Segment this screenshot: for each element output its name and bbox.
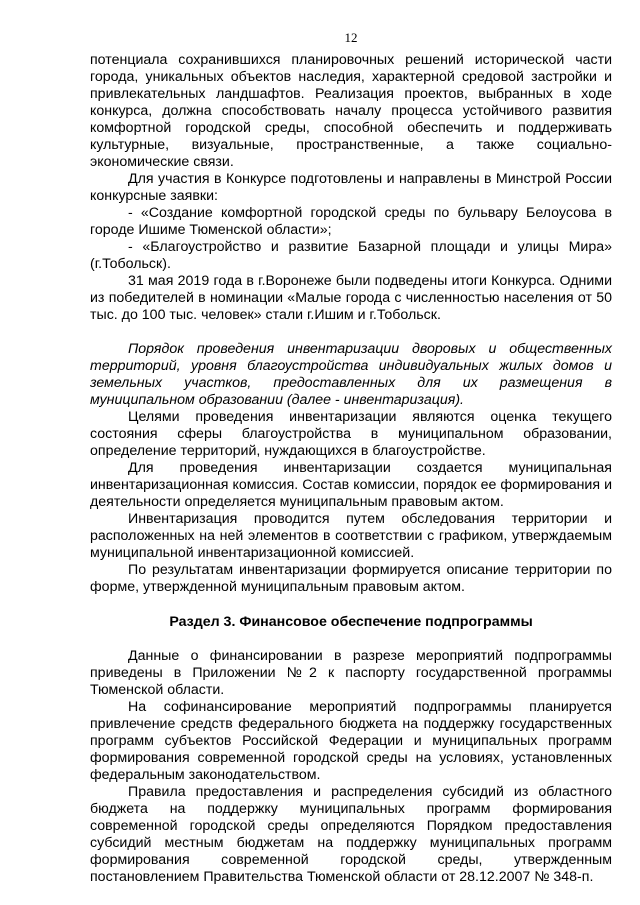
document-page: [90, 30, 612, 886]
list-item-tobolsk-application: - «Благоустройство и развитие Базарной площади и улицы Мира» (г.Тобольск).: [90, 239, 612, 272]
paragraph-contest-applications: Для участия в Конкурсе подготовлены и направлены в Минстрой России конкурсные заявки:: [90, 171, 612, 204]
section-heading: Раздел 3. Финансовое обеспечение подпрограммы: [169, 614, 533, 630]
paragraph-finance-data: Данные о финансировании в разрезе мероприятий подпрограммы приведены в Приложении №2 к паспорту государственной программы Тюменской области.: [90, 648, 612, 698]
paragraph-continuation: потенциала сохранившихся планировочных решений исторической части города, уникальных объектов наследия, характерной средовой застройки и привлекательных ландшафтов. Реализация проектов, выбранных в ходе конкурса, должна способствовать началу процесса устойчивого развития комфортной городской среды, способной обеспечить и поддерживать культурные, визуальные, пространственные, а также социально-экономические связи.: [90, 52, 612, 170]
paragraph-contest-results: 31 мая 2019 года в г.Воронеже были подведены итоги Конкурса. Одними из победителей в номинации «Малые города с численностью населения от 50 тыс. до 100 тыс. человек» стали г.Ишим и г.Тобольск.: [90, 273, 612, 323]
paragraph-inventory-results: По результатам инвентаризации формируется описание территории по форме, утвержденной муниципальным правовым актом.: [90, 562, 612, 595]
list-item-ishim-application: - «Создание комфортной городской среды по бульвару Белоусова в городе Ишиме Тюменской области»;: [90, 205, 612, 238]
paragraph-finance-cofinancing: На софинансирование мероприятий подпрограммы планируется привлечение средств федерального бюджета на поддержку государственных программ субъектов Российской Федерации и муниципальных программ формирования современной городской среды на условиях, установленных федеральным законодательством.: [90, 699, 612, 783]
paragraph-inventory-commission: Для проведения инвентаризации создается муниципальная инвентаризационная комиссия. Состав комиссии, порядок ее формирования и деятельности определяется муниципальным правовым актом.: [90, 460, 612, 510]
paragraph-inventory-goals: Целями проведения инвентаризации являются оценка текущего состояния сферы благоустройства в муниципальном образовании, определение территорий, нуждающихся в благоустройстве.: [90, 409, 612, 459]
page-number: 12: [344, 30, 358, 45]
paragraph-inventory-procedure: Инвентаризация проводится путем обследования территории и расположенных на ней элементов в соответствии с графиком, утверждаемым муниципальной инвентаризационной комиссией.: [90, 511, 612, 561]
italic-inventory-heading: Порядок проведения инвентаризации дворовых и общественных территорий, уровня благоустройства индивидуальных жилых домов и земельных участков, предоставленных для их размещения в муниципальном образовании (далее - инвентаризация).: [90, 341, 612, 408]
paragraph-finance-subsidy-rules: Правила предоставления и распределения субсидий из областного бюджета на поддержку муниципальных программ формирования современной городской среды определяются Порядком предоставления субсидий местным бюджетам на поддержку муниципальных программ формирования современной городской среды, утвержденным постановлением Правительства Тюменской области от 28.12.2007 № 348-п.: [90, 784, 612, 885]
